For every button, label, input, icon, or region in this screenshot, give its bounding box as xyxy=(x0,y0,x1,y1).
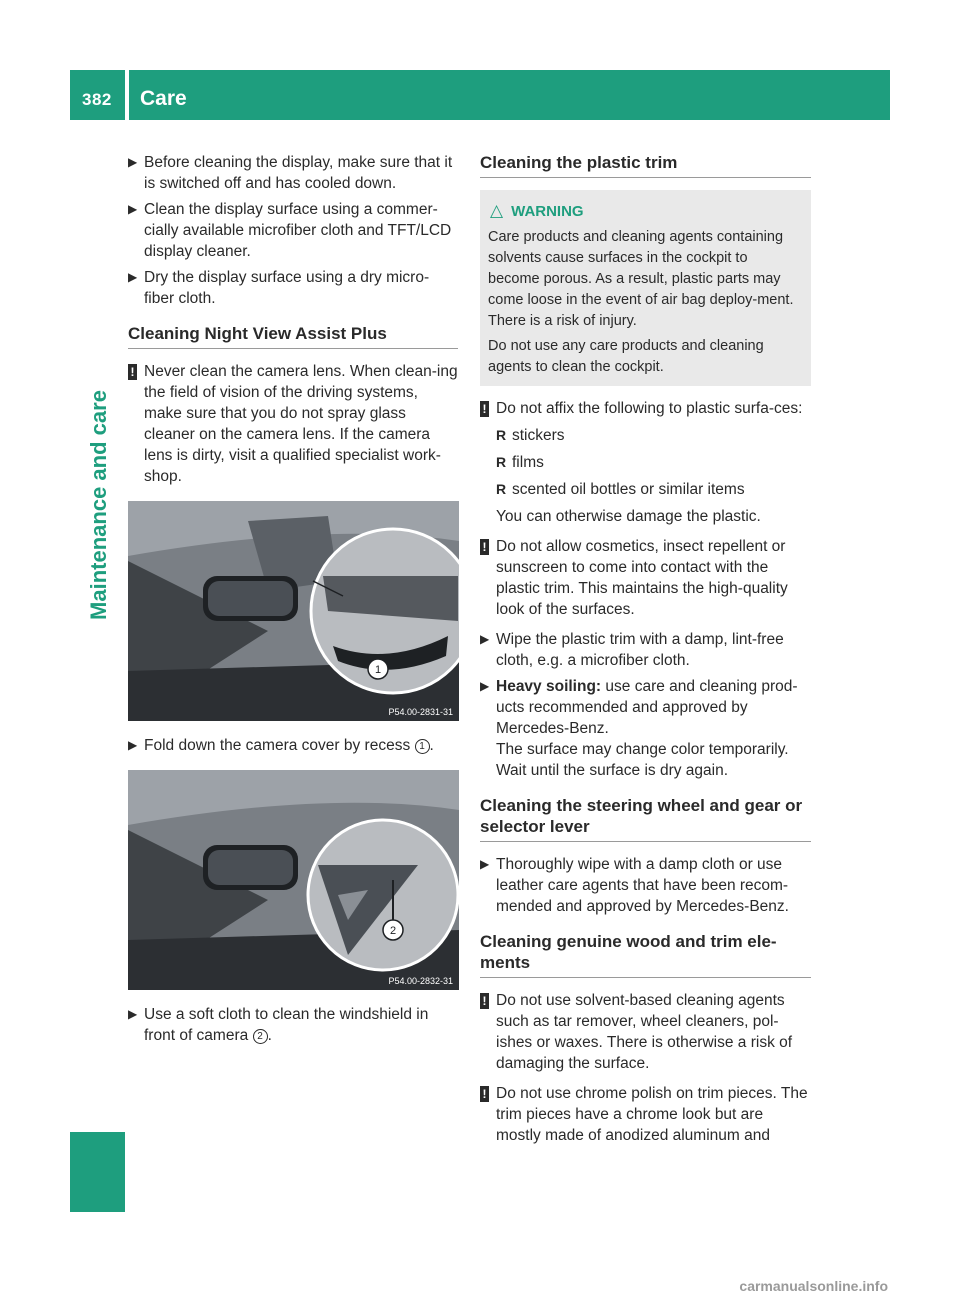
page-header xyxy=(70,70,890,120)
plastic-notice-2: ! Do not allow cosmetics, insect repellent or sunscreen to come into contact with the plastic trim. This maintains the high-quality look of the surfaces. xyxy=(480,536,811,620)
page-title: Care xyxy=(140,87,187,110)
photo1-callout: 1 xyxy=(374,664,382,676)
arrow-bullet-icon: ▶ xyxy=(128,1007,138,1021)
right-column xyxy=(480,152,811,1155)
callout-ref: 2 xyxy=(253,1029,268,1044)
exclamation-icon: ! xyxy=(128,364,137,380)
heavy-soiling-label: Heavy soiling: xyxy=(496,678,602,695)
list-item: ▶ Fold down the camera cover by recess 1 . xyxy=(128,737,434,754)
arrow-bullet-icon: ▶ xyxy=(128,155,138,169)
warning-text: Care products and cleaning agents containing solvents cause surfaces in the cockpit to become porous. As a result, plastic parts may come loose in the event of air bag deploy-ment. There is a risk of injury. xyxy=(488,229,794,329)
plastic-heading: Cleaning the plastic trim xyxy=(480,152,811,178)
night-view-notice: ! Never clean the camera lens. When clean-ing the field of vision of the driving systems, make sure that you do not spray glass cleaner on the camera lens. If the camera lens is dirty, visit a qualified specialist work-shop. xyxy=(128,361,458,487)
plastic-notice-1: ! Do not affix the following to plastic surfa-ces: xyxy=(480,398,811,419)
list-item: ▶ Wipe the plastic trim with a damp, lint-free cloth, e.g. a microfiber cloth. xyxy=(480,631,784,669)
page-number: 382 xyxy=(82,90,112,109)
plastic-notice-outro: You can otherwise damage the plastic. xyxy=(496,508,761,525)
exclamation-icon: ! xyxy=(480,993,489,1009)
list-item: ▶ Heavy soiling: use care and cleaning prod-ucts recommended and approved by Mercedes-Benz. The surface may change color temporarily. Wait until the surface is dry again. xyxy=(480,678,798,779)
steering-heading: Cleaning the steering wheel and gear or selector lever xyxy=(480,795,811,842)
wood-heading: Cleaning genuine wood and trim ele-ments xyxy=(480,931,811,978)
arrow-bullet-icon: ▶ xyxy=(480,679,490,693)
r-bullet-icon: R xyxy=(496,427,507,443)
photo1-code: P54.00-2831-31 xyxy=(388,707,453,717)
arrow-bullet-icon: ▶ xyxy=(128,738,138,752)
side-tab-label: Maintenance and care xyxy=(86,390,111,620)
warning-triangle-icon: △ xyxy=(490,201,504,220)
side-tab xyxy=(83,155,115,855)
list-item: R scented oil bottles or similar items xyxy=(496,481,745,498)
list-item: ▶ Clean the display surface using a commer-cially available microfiber cloth and TFT/LCD display cleaner. xyxy=(128,201,452,260)
left-column xyxy=(128,152,458,1051)
warning-box xyxy=(480,190,811,386)
exclamation-icon: ! xyxy=(480,539,489,555)
list-item: ▶ Use a soft cloth to clean the windshield in front of camera 2 . xyxy=(128,1006,429,1044)
arrow-bullet-icon: ▶ xyxy=(128,270,138,284)
warning-text: Do not use any care products and cleaning agents to clean the cockpit. xyxy=(488,338,764,375)
side-tab-block xyxy=(70,1132,125,1212)
list-item: ▶ Before cleaning the display, make sure that it is switched off and has cooled down. xyxy=(128,154,453,192)
list-item: ▶ Dry the display surface using a dry micro-fiber cloth. xyxy=(128,269,430,307)
header-separator xyxy=(125,70,129,120)
footer-watermark: carmanualsonline.info xyxy=(739,1278,888,1294)
r-bullet-icon: R xyxy=(496,454,507,470)
camera-photo-2 xyxy=(128,770,459,990)
r-bullet-icon: R xyxy=(496,481,507,497)
callout-ref: 1 xyxy=(415,739,430,754)
exclamation-icon: ! xyxy=(480,1086,489,1102)
list-item: R films xyxy=(496,454,544,471)
warning-title: WARNING xyxy=(511,203,584,220)
exclamation-icon: ! xyxy=(480,401,489,417)
arrow-bullet-icon: ▶ xyxy=(480,857,490,871)
wood-notice-2: ! Do not use chrome polish on trim pieces. The trim pieces have a chrome look but are mostly made of anodized aluminum and xyxy=(480,1083,811,1146)
wood-notice-1: ! Do not use solvent-based cleaning agents such as tar remover, wheel cleaners, pol-ishes or waxes. There is otherwise a risk of damaging the surface. xyxy=(480,990,811,1074)
arrow-bullet-icon: ▶ xyxy=(128,202,138,216)
list-item: R stickers xyxy=(496,427,565,444)
camera-photo-1 xyxy=(128,501,459,721)
night-view-heading: Cleaning Night View Assist Plus xyxy=(128,323,458,349)
arrow-bullet-icon: ▶ xyxy=(480,632,490,646)
photo2-code: P54.00-2832-31 xyxy=(388,976,453,986)
list-item: ▶ Thoroughly wipe with a damp cloth or use leather care agents that have been recom-mended and approved by Mercedes-Benz. xyxy=(480,856,789,915)
photo2-callout: 2 xyxy=(389,925,397,937)
